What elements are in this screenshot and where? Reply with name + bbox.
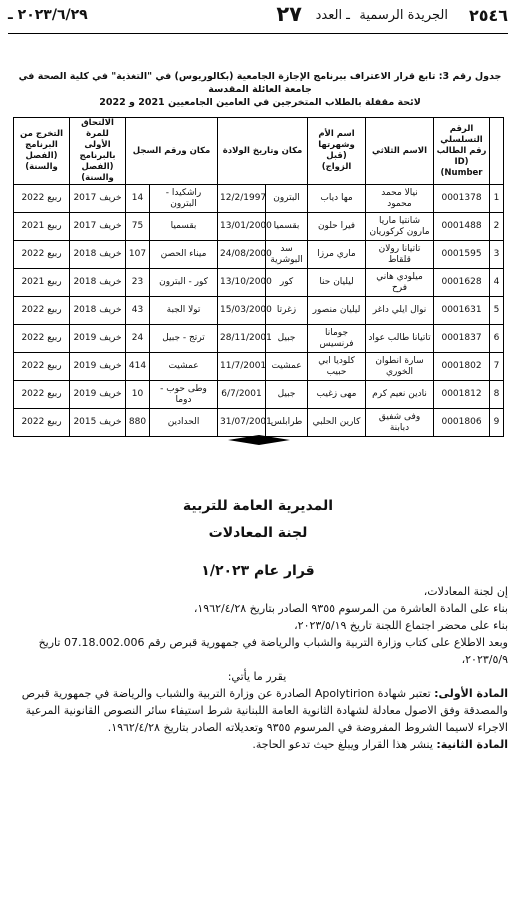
cell-birth-date: 13/01/2000 (218, 213, 266, 241)
cell-birth-place: جبيل (266, 381, 308, 409)
header-rule (8, 33, 508, 34)
cell-birth-date: 28/11/2001 (218, 325, 266, 353)
cell-birth-date: 13/10/2000 (218, 269, 266, 297)
article-2-text: ينشر هذا القرار ويبلغ حيث تدعو الحاجة. (252, 738, 433, 751)
recital-2: بناء على محضر اجتماع اللجنة تاريخ ٢٠٢٣/٥/١٩، (294, 619, 508, 632)
cell-index: 1 (490, 185, 504, 213)
cell-birth-date: 24/08/2000 (218, 241, 266, 269)
page-number: ٢٥٤٦ (468, 6, 508, 25)
recital-1: بناء على المادة العاشرة من المرسوم ٩٣٥٥ الصادر بتاريخ ١٩٦٢/٤/٢٨، (193, 602, 508, 615)
cell-index: 8 (490, 381, 504, 409)
cell-name: وفى شفيق دبابنة (366, 409, 434, 437)
cell-birth-place: سد البوشرية (266, 241, 308, 269)
cell-index: 4 (490, 269, 504, 297)
cell-name: تاتيانا طالب عواد (366, 325, 434, 353)
cell-graduated: ربيع 2022 (14, 241, 70, 269)
cell-graduated: ربيع 2022 (14, 325, 70, 353)
cell-index: 9 (490, 409, 504, 437)
cell-birth-place: بقسميا (266, 213, 308, 241)
article-2 (6, 736, 508, 753)
recital-3: وبعد الاطلاع على كتاب وزارة التربية والشباب والرياضة في جمهورية قبرص رقم 07.18.002.006 تاريخ ٢٠٢٣/٥/٩، (38, 636, 508, 666)
cell-id: 0001806 (434, 409, 490, 437)
cell-graduated: ربيع 2022 (14, 409, 70, 437)
cell-index: 6 (490, 325, 504, 353)
table-row (14, 381, 504, 409)
cell-birth-date: 12/2/1997 (218, 185, 266, 213)
col-header: الرقم التسلسلي رقم الطالب (ID Number) (434, 118, 490, 185)
cell-enrolled: خريف 2019 (70, 381, 126, 409)
col-header: اسم الأم وشهرتها (قبل الزواج) (308, 118, 366, 185)
cell-register-place: ترتج - جبيل (150, 325, 218, 353)
cell-name: ميلودي هاني فرح (366, 269, 434, 297)
cell-register-place: ميناء الحصن (150, 241, 218, 269)
cell-index: 2 (490, 213, 504, 241)
cell-id: 0001488 (434, 213, 490, 241)
table-caption (12, 70, 508, 109)
table-row (14, 325, 504, 353)
table-row (14, 213, 504, 241)
article-1-label: المادة الأولى: (434, 687, 508, 700)
cell-name: سارة انطوان الخوري (366, 353, 434, 381)
cell-id: 0001378 (434, 185, 490, 213)
cell-enrolled: خريف 2017 (70, 213, 126, 241)
cell-register-number: 880 (126, 409, 150, 437)
cell-birth-place: كور (266, 269, 308, 297)
cell-register-number: 10 (126, 381, 150, 409)
cell-register-number: 23 (126, 269, 150, 297)
decision-body (6, 583, 508, 753)
article-2-label: المادة الثانية: (436, 738, 508, 751)
col-header: الاسم الثلاثي (366, 118, 434, 185)
cell-enrolled: خريف 2018 (70, 241, 126, 269)
cell-mother: ليليان حنا (308, 269, 366, 297)
cell-id: 0001802 (434, 353, 490, 381)
cell-id: 0001631 (434, 297, 490, 325)
table-row (14, 241, 504, 269)
table-row (14, 353, 504, 381)
gazette-title: الجريدة الرسمية (359, 8, 448, 23)
cell-birth-date: 11/7/2001 (218, 353, 266, 381)
cell-birth-place: طرابلس (266, 409, 308, 437)
cell-register-place: راشكيدا - البترون (150, 185, 218, 213)
committee-heading: لجنة المعادلات (208, 525, 308, 541)
cell-graduated: ربيع 2021 (14, 213, 70, 241)
cell-register-number: 75 (126, 213, 150, 241)
directorate-heading: المديرية العامة للتربية (182, 498, 334, 514)
cell-register-place: الحدادين (150, 409, 218, 437)
cell-graduated: ربيع 2022 (14, 185, 70, 213)
issue-number: ٢٧ (276, 2, 302, 26)
cell-name: شانتيا ماريا مارون كركوريان (366, 213, 434, 241)
cell-enrolled: خريف 2017 (70, 185, 126, 213)
cell-index: 3 (490, 241, 504, 269)
cell-index: 5 (490, 297, 504, 325)
cell-mother: كارين الحلبي (308, 409, 366, 437)
cell-birth-place: البترون (266, 185, 308, 213)
cell-name: نادين نعيم كرم (366, 381, 434, 409)
cell-mother: مهى زغيب (308, 381, 366, 409)
cell-enrolled: خريف 2019 (70, 353, 126, 381)
cell-birth-date: 6/7/2001 (218, 381, 266, 409)
cell-birth-date: 15/03/2000 (218, 297, 266, 325)
cell-register-number: 14 (126, 185, 150, 213)
cell-birth-place: جبيل (266, 325, 308, 353)
intro-line: إن لجنة المعادلات، (423, 585, 508, 598)
cell-mother: جومانا فرنسيس (308, 325, 366, 353)
cell-register-place: عمشيت (150, 353, 218, 381)
cell-birth-place: زغرتا (266, 297, 308, 325)
table-row (14, 185, 504, 213)
table-row (14, 409, 504, 437)
cell-index: 7 (490, 353, 504, 381)
cell-name: نيالا محمد محمود (366, 185, 434, 213)
cell-enrolled: خريف 2019 (70, 325, 126, 353)
cell-id: 0001628 (434, 269, 490, 297)
cell-enrolled: خريف 2015 (70, 409, 126, 437)
col-header: التخرج من البرنامج (الفصل والسنة) (14, 118, 70, 185)
table-row (14, 269, 504, 297)
col-header: الالتحاق للمرة الأولى بالبرنامج (الفصل والسنة) (70, 118, 126, 185)
page-header (8, 4, 508, 30)
col-header: مكان وتاريخ الولادة (218, 118, 308, 185)
cell-enrolled: خريف 2018 (70, 269, 126, 297)
cell-register-number: 107 (126, 241, 150, 269)
cell-mother: فيرا حلون (308, 213, 366, 241)
cell-register-place: بقسميا (150, 213, 218, 241)
cell-graduated: ربيع 2022 (14, 297, 70, 325)
cell-id: 0001812 (434, 381, 490, 409)
cell-graduated: ربيع 2021 (14, 269, 70, 297)
cell-register-place: تولا الجبة (150, 297, 218, 325)
col-header: مكان ورقم السجل (126, 118, 218, 185)
section-divider (228, 434, 290, 446)
cell-mother: ليليان منصور (308, 297, 366, 325)
cell-register-number: 414 (126, 353, 150, 381)
cell-register-number: 24 (126, 325, 150, 353)
issue-date: ٢٠٢٣/٦/٢٩ ـ (8, 7, 88, 23)
table-header-row (14, 118, 504, 185)
cell-name: نوال ايلي داغر (366, 297, 434, 325)
cell-id: 0001595 (434, 241, 490, 269)
cell-birth-date: 31/07/2001 (218, 409, 266, 437)
cell-graduated: ربيع 2022 (14, 381, 70, 409)
table-caption-line-1: جدول رقم 3: تابع قرار الاعتراف ببرنامج الإجازة الجامعية (بكالوريوس) في "التغذية" في كلية الصحة في جامعة العائلة المقدسة (18, 71, 502, 95)
issue-label: ـ العدد (315, 8, 350, 23)
cell-mother: مها دياب (308, 185, 366, 213)
graduates-table (13, 117, 504, 437)
cell-mother: كلوديا ابي حبيب (308, 353, 366, 381)
cell-id: 0001837 (434, 325, 490, 353)
cell-birth-place: عمشيت (266, 353, 308, 381)
cell-graduated: ربيع 2022 (14, 353, 70, 381)
cell-enrolled: خريف 2018 (70, 297, 126, 325)
decides-line: يقرر ما يأتي: (227, 670, 287, 683)
table-caption-line-2: لائحة مقفلة بالطلاب المتخرجين في العامين الجامعيين 2021 و 2022 (99, 97, 421, 108)
cell-name: تاتيانا رولان قلقاط (366, 241, 434, 269)
table-row (14, 297, 504, 325)
cell-register-place: كور - البترون (150, 269, 218, 297)
cell-register-number: 43 (126, 297, 150, 325)
article-1 (6, 685, 508, 736)
article-1-text: تعتبر شهادة Apolytirion الصادرة عن وزارة التربية والشباب والرياضة في جمهورية قبرص والمصدقة وفق الاصول معادلة لشهادة الثانوية العامة اللبنانية شرط استيفاء سائر النصوص القانونية المرعية الاجراء لاسيما الشروط المفروضة في المرسوم ٩٣٥٥ وتعديلاته الصادر بتاريخ ١٩٦٢/٤/٢٨. (21, 687, 508, 734)
decision-title: قرار عام ١/٢٠٢٣ (201, 563, 315, 579)
cell-register-place: وطى حوب - دوما (150, 381, 218, 409)
cell-mother: ماري مرزا (308, 241, 366, 269)
col-header (490, 118, 504, 185)
